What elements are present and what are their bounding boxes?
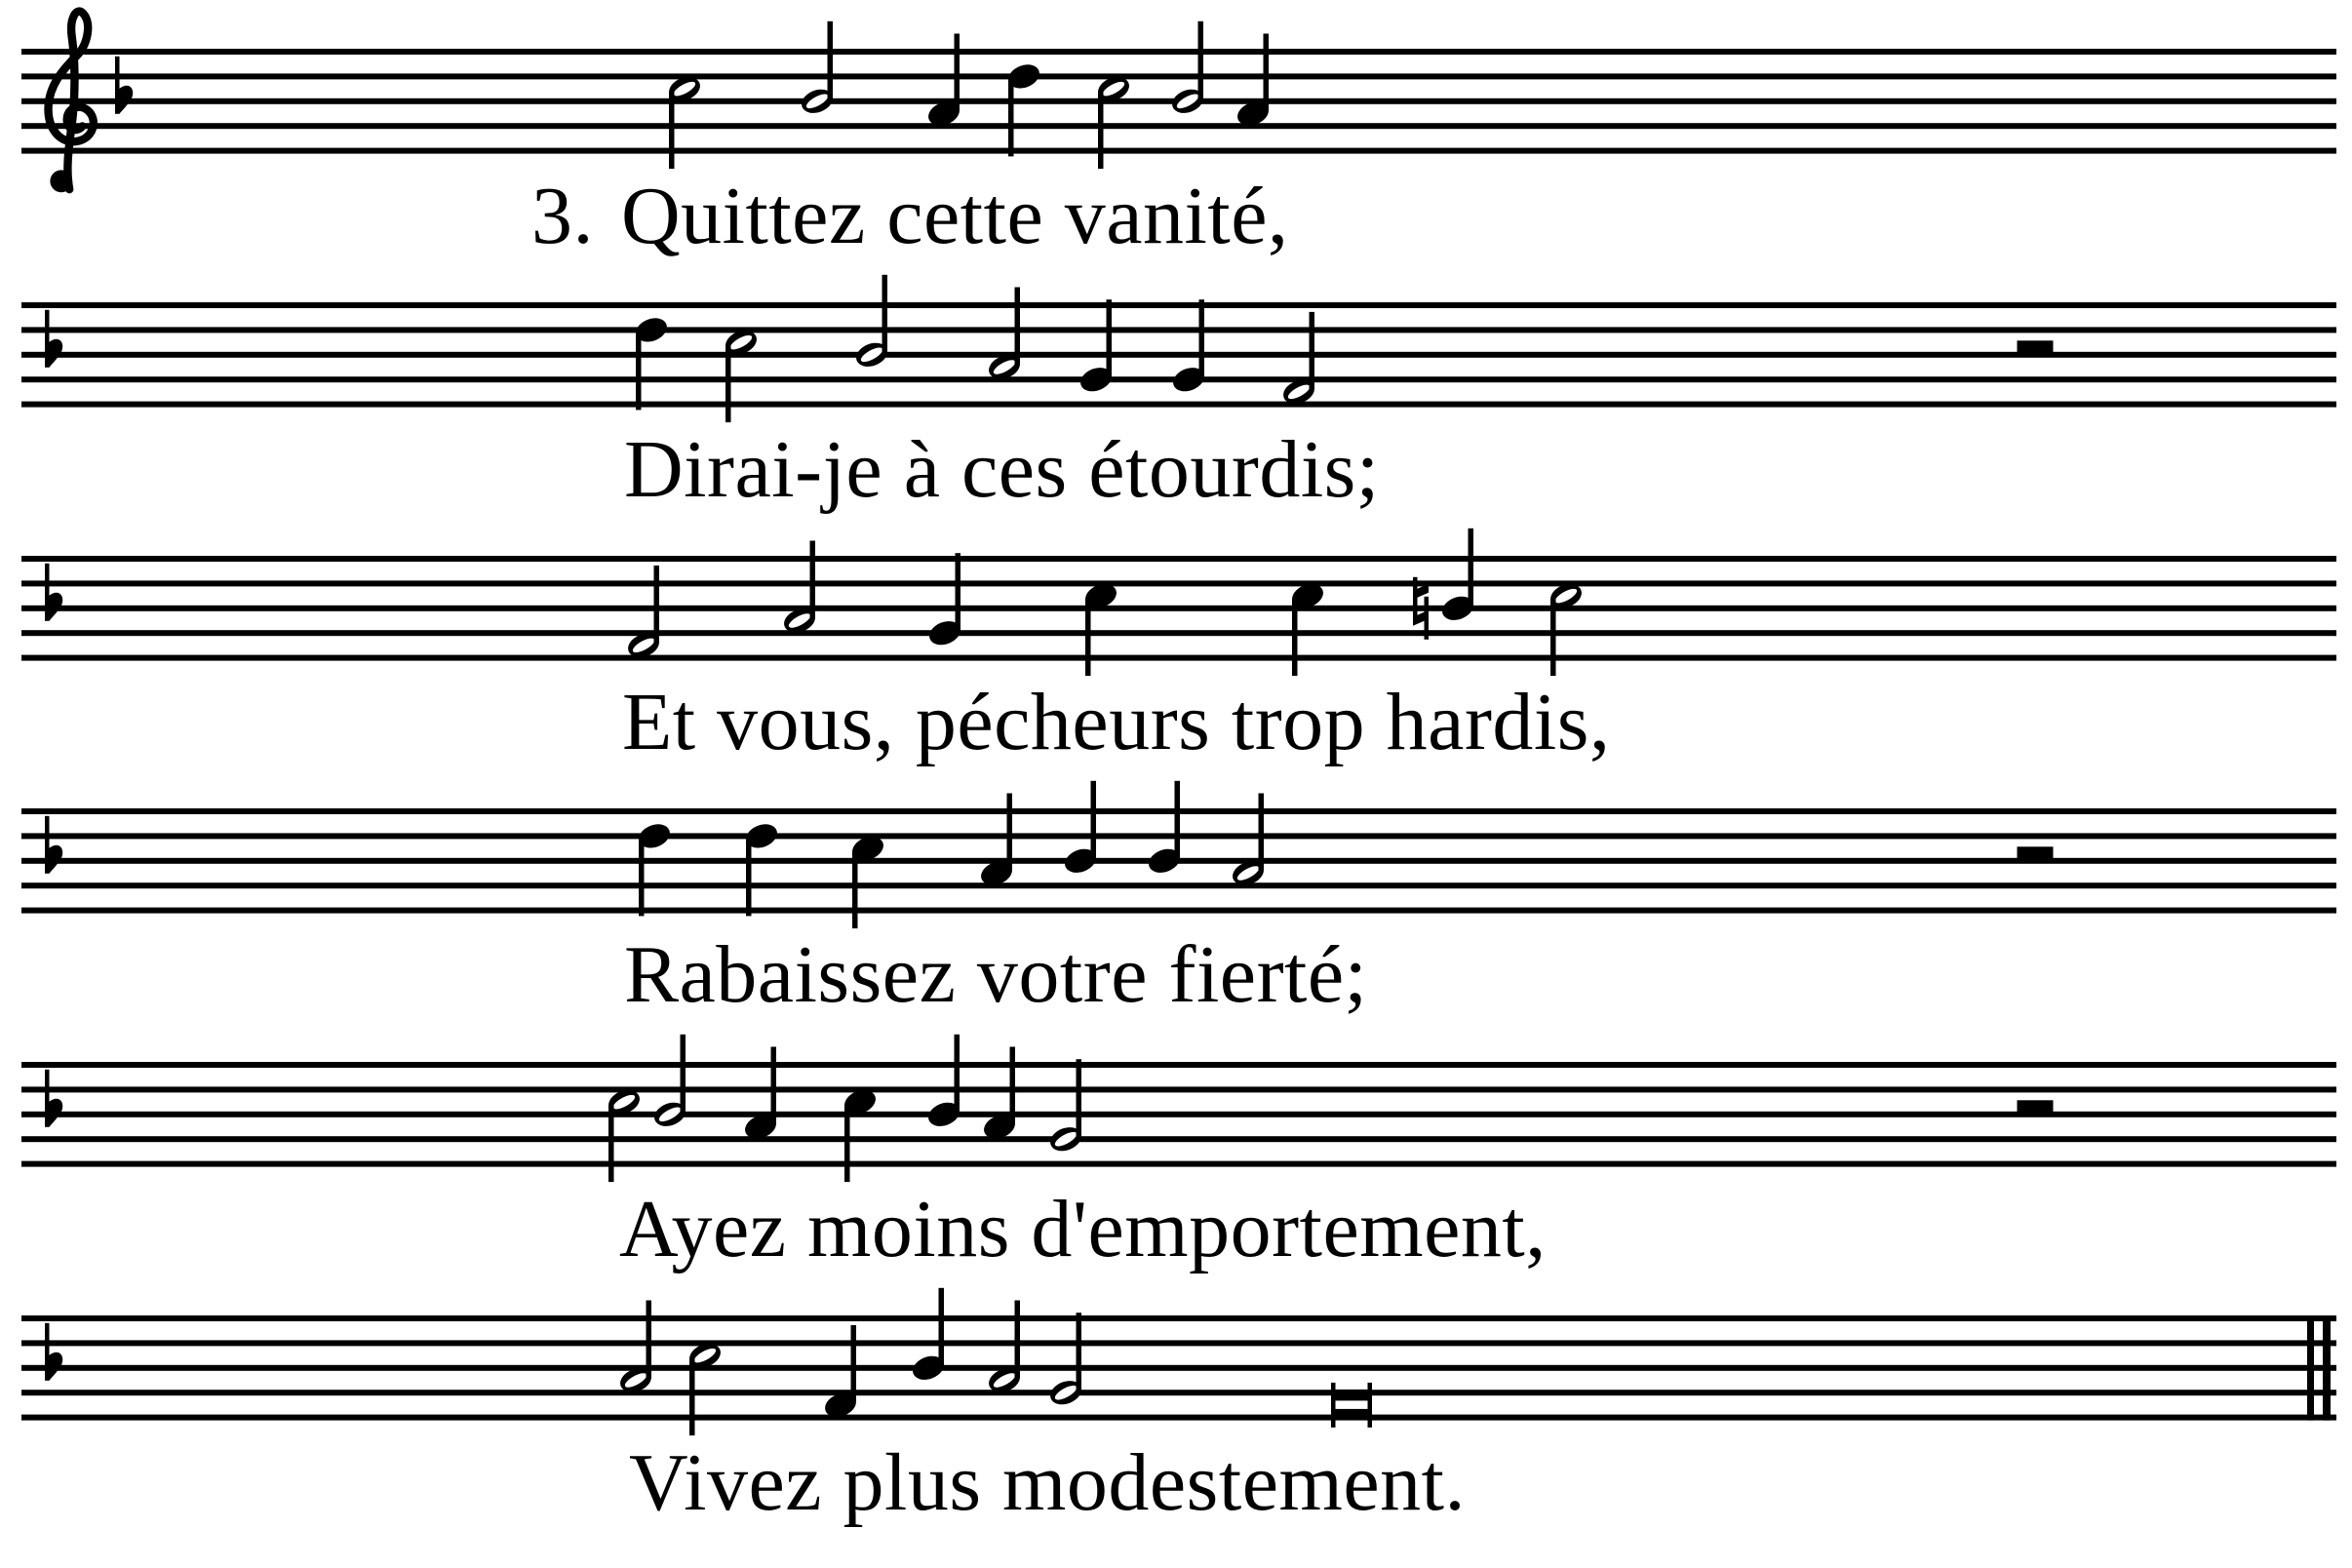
staff-system-4 [21, 781, 2336, 928]
note-stem [669, 92, 675, 169]
note-stem [681, 1035, 686, 1112]
staff-line [21, 630, 2336, 636]
note-stem [725, 345, 731, 422]
staff-system-3 [21, 529, 2336, 676]
note-stem [955, 1035, 960, 1112]
staff-line [21, 49, 2336, 55]
flat-sign-icon [45, 310, 62, 368]
staff-line [21, 580, 2336, 586]
note-stem [1098, 92, 1104, 169]
quarter-note-c5 [1082, 580, 1120, 676]
lyric-text: Dirai-je à ces étourdis; [624, 424, 1380, 515]
flat-sign-icon [45, 564, 62, 621]
staff-line [21, 1340, 2336, 1346]
note-stem [639, 839, 645, 916]
note-stem [1469, 529, 1474, 606]
flat-stem [115, 57, 120, 114]
quarter-note-b4 [925, 1035, 963, 1130]
flat-sign-icon [45, 816, 62, 874]
staff-line [21, 302, 2336, 308]
half-note-b4 [1169, 21, 1207, 117]
staff-line [21, 123, 2336, 129]
staff-line [21, 606, 2336, 611]
staff-system-5 [21, 1035, 2336, 1182]
lyric-line-3 [622, 677, 1611, 767]
breve-left-stroke [1331, 1383, 1336, 1428]
flat-bowl [50, 845, 63, 874]
half-note-c5 [686, 1340, 725, 1435]
quarter-note-a4 [978, 794, 1016, 889]
flat-bowl [50, 1352, 63, 1381]
staff-line [21, 1136, 2336, 1142]
note-stem [1010, 1047, 1016, 1124]
half-note-f4 [625, 566, 663, 661]
breve-bottom-bar [1331, 1409, 1372, 1420]
staff-line [21, 1086, 2336, 1092]
quarter-note-a4 [925, 34, 963, 130]
note-stem [771, 1047, 777, 1124]
final-barline-thin-2 [2323, 1315, 2331, 1421]
quarter-note-c5 [849, 833, 887, 928]
half-note-c5 [723, 327, 761, 422]
note-stem [882, 275, 888, 352]
note-stem [1085, 599, 1091, 676]
flat-sign-icon [45, 1070, 62, 1127]
verse-number: 3. [531, 171, 594, 261]
note-stem [852, 851, 858, 928]
quarter-note-d5 [633, 314, 671, 410]
quarter-note-g4 [1170, 299, 1208, 395]
half-rest [2018, 846, 2054, 859]
lyric-line-1 [531, 171, 1289, 261]
half-note-a4 [781, 541, 819, 637]
lyric-text: Rabaissez votre fierté; [624, 929, 1368, 1020]
lyric-text: Quittez cette vanité, [621, 171, 1289, 261]
note-stem [636, 333, 642, 410]
half-note-b4 [799, 21, 837, 117]
half-rest [2018, 1100, 2054, 1113]
quarter-note-b4 [1146, 781, 1184, 877]
note-stem [1310, 312, 1315, 389]
flat-sign-icon [45, 1323, 62, 1381]
half-note-a4 [986, 1301, 1024, 1396]
lyric-text: Vivez plus modestement. [629, 1437, 1466, 1528]
note-stem [810, 541, 816, 618]
staff-system-6 [21, 1288, 2336, 1435]
flat-stem [45, 310, 50, 368]
flat-bowl [50, 339, 63, 368]
quarter-note-b4 [1062, 781, 1100, 877]
quarter-note-a4 [742, 1047, 780, 1143]
half-note-c5 [1548, 580, 1586, 676]
note-stem [1264, 34, 1270, 111]
half-note-g4 [1047, 1059, 1085, 1155]
lyric-line-4 [624, 929, 1368, 1020]
half-note-a4 [617, 1301, 655, 1396]
quarter-note-a4 [1235, 34, 1273, 130]
note-stem [1198, 21, 1204, 98]
note-stem [851, 1325, 857, 1402]
half-note-c5 [606, 1086, 644, 1182]
note-stem [1015, 288, 1021, 365]
final-barline-thin-1 [2307, 1315, 2314, 1421]
quarter-note-d5 [1005, 60, 1043, 156]
quarter-note-g4 [1078, 299, 1116, 395]
staff-line [21, 1365, 2336, 1371]
flat-stem [45, 564, 50, 621]
note-stem [1259, 794, 1265, 871]
flat-bowl [120, 86, 134, 114]
quarter-note-g4 [926, 553, 964, 648]
lyric-text: Et vous, pécheurs trop hardis, [622, 677, 1611, 767]
note-stem [1008, 79, 1014, 156]
quarter-note-f4 [822, 1325, 860, 1421]
staff-line [21, 908, 2336, 914]
flat-stem [45, 816, 50, 874]
staff-line [21, 1390, 2336, 1395]
quarter-note-d5 [636, 820, 674, 916]
quarter-note-b4 [910, 1288, 948, 1384]
note-stem [689, 1358, 695, 1435]
quarter-note-b4 [1439, 529, 1477, 624]
note-stem [647, 1301, 652, 1378]
quarter-note-a4 [981, 1047, 1019, 1143]
half-note-f4 [1280, 312, 1318, 408]
staff-line [21, 1062, 2336, 1068]
staff-line [21, 327, 2336, 333]
flat-bowl [50, 593, 63, 621]
note-stem [608, 1105, 614, 1182]
note-stem [955, 34, 960, 111]
breve-top-bar [1331, 1390, 1372, 1401]
note-stem [1015, 1301, 1021, 1378]
note-stem [1175, 781, 1181, 858]
note-stem [654, 566, 660, 643]
note-stem [1077, 1059, 1082, 1136]
staff-system-2 [21, 275, 2336, 422]
staff-line [21, 1112, 2336, 1117]
flat-stem [45, 1070, 50, 1127]
note-stem [1091, 781, 1097, 858]
staff-line [21, 882, 2336, 888]
half-note-b4 [651, 1035, 689, 1130]
staff-system-1 [21, 12, 2336, 193]
lyric-line-5 [619, 1184, 1547, 1274]
half-note-c5 [666, 73, 704, 169]
note-stem [828, 21, 834, 98]
lyric-text: Ayez moins d'emportement, [619, 1184, 1547, 1274]
quarter-note-c5 [1289, 580, 1327, 676]
note-stem [1107, 299, 1113, 376]
half-note-b4 [853, 275, 891, 371]
note-stem [1199, 299, 1205, 376]
half-note-g4 [1047, 1313, 1085, 1408]
note-stem [1007, 794, 1013, 871]
note-stem [956, 553, 961, 630]
half-note-a4 [1230, 794, 1268, 889]
clef-ball [50, 170, 72, 192]
half-note-a4 [986, 288, 1024, 383]
half-note-c5 [1095, 73, 1133, 169]
quarter-note-d5 [743, 820, 781, 916]
lyric-line-6 [629, 1437, 1466, 1528]
breve-right-stroke [1368, 1383, 1373, 1428]
staff-line [21, 352, 2336, 358]
staff-line [21, 402, 2336, 408]
staff-line [21, 655, 2336, 661]
note-stem [939, 1288, 945, 1365]
flat-stem [45, 1323, 50, 1381]
note-stem [1550, 599, 1556, 676]
staff-line [21, 1161, 2336, 1167]
note-stem [1292, 599, 1298, 676]
flat-sign-icon [115, 57, 133, 114]
breve-note [1331, 1383, 1372, 1428]
staff-line [21, 556, 2336, 562]
note-stem [844, 1105, 850, 1182]
quarter-note-c5 [842, 1086, 880, 1182]
staff-line [21, 148, 2336, 154]
staff-line [21, 73, 2336, 79]
half-rest [2018, 340, 2054, 353]
staff-line [21, 1415, 2336, 1421]
lyric-line-2 [624, 424, 1380, 515]
note-stem [746, 839, 752, 916]
staff-line [21, 1315, 2336, 1321]
note-stem [1077, 1313, 1082, 1390]
flat-bowl [50, 1099, 63, 1127]
